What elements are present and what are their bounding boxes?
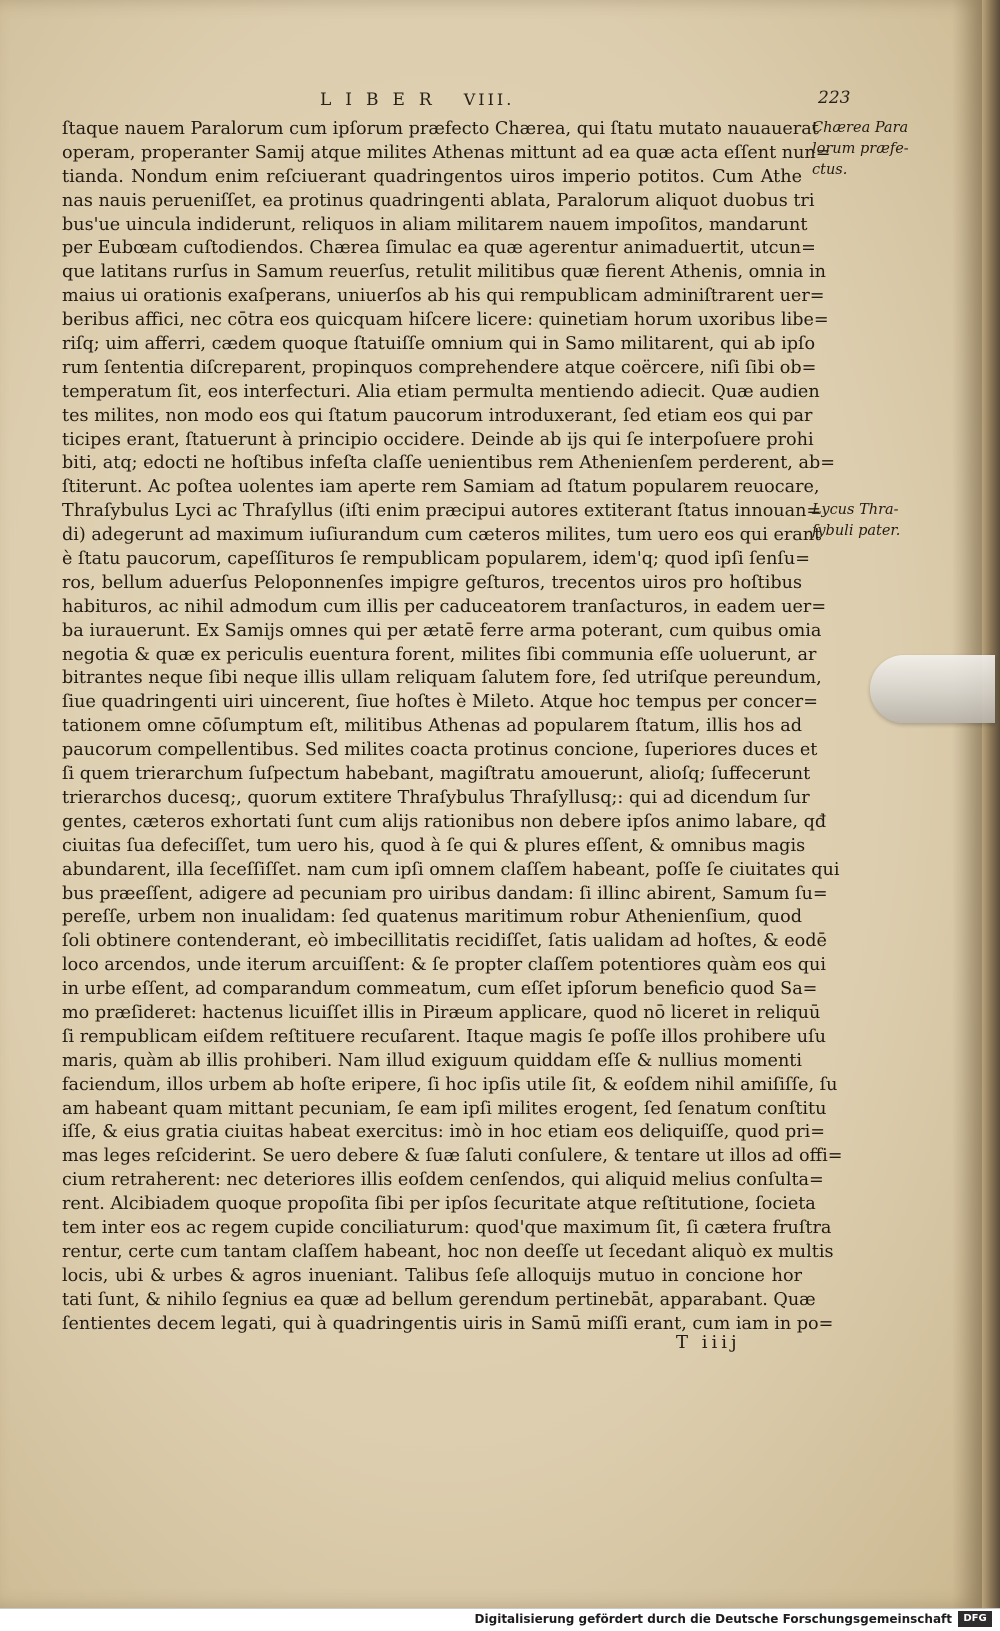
- page-number: 223: [818, 88, 851, 108]
- margin-note-line: ctus.: [812, 162, 848, 178]
- margin-note-chaerea: [812, 118, 907, 181]
- margin-note-line: Lycus Thra-: [812, 502, 899, 518]
- text-line: ticipes erant, ſtatuerunt à principio occidere. Deinde ab ijs qui ſe interpoſuere prohi: [62, 429, 814, 450]
- text-line: paucorum compellentibus. Sed milites coacta protinus concione, ſuperiores duces et: [62, 740, 818, 761]
- text-line: rum ſententia diſcreparent, propinquos comprehendere atque coërcere, niſi ſibi ob=: [62, 357, 817, 378]
- text-line: habituros, ac nihil admodum cum illis per caduceatorem tranſacturos, in eadem uer=: [62, 596, 827, 617]
- text-line: rentur, certe cum tantam claſſem habeant, hoc non deeſſe ut ſecedant aliquò ex multis: [62, 1241, 834, 1262]
- text-line: tem inter eos ac regem cupide conciliaturum: quod'que maximum ſit, ſi cætera fruſtra: [62, 1217, 832, 1238]
- page-clip: [870, 655, 995, 723]
- text-line: negotia & quæ ex periculis euentura forent, milites ſibi communia eſſe uoluerunt, ar: [62, 644, 817, 665]
- text-line: abundarent, illa ſeceſſiſſet. nam cum ipſi omnem claſſem habeant, poſſe ſe ciuitates qui: [62, 859, 840, 880]
- margin-note-lycus: [812, 500, 907, 542]
- text-line: ciuitas ſua defeciſſet, tum uero his, quod à ſe qui & plures eſſent, & omnibus magis: [62, 835, 806, 856]
- text-line: in urbe eſſent, ad comparandum commeatum, cum eſſet ipſorum beneficio quod Sa=: [62, 979, 818, 1000]
- text-line: tes milites, non modo eos qui ſtatum paucorum introduxerant, ſed etiam eos qui par: [62, 405, 813, 426]
- text-line: di) adegerunt ad maximum iuſiurandum cum cæteros milites, tum uero eos qui erant: [62, 525, 822, 546]
- text-line: ba iurauerunt. Ex Samijs omnes qui per ætatē ferre arma poterant, cum quibus omia: [62, 620, 822, 641]
- running-head: [320, 90, 514, 110]
- text-line: rent. Alcibiadem quoque propoſita ſibi per ipſos ſecuritate atque reſtitutione, ſocieta: [62, 1194, 816, 1215]
- margin-note-line: Chærea Para: [812, 120, 909, 136]
- text-line: pereſſe, urbem non inualidam: ſed quatenus maritimum robur Athenienſium, quod: [62, 907, 802, 928]
- text-line: bus præeſſent, adigere ad pecuniam pro uiribus dandam: ſi illinc abirent, Samum ſu=: [62, 883, 828, 904]
- text-line: ſoli obtinere contenderant, eò imbecillitatis recidiſſet, ſatis ualidam ad hoſtes, & eodē: [62, 931, 827, 952]
- text-line: que latitans rurſus in Samum reuerſus, retulit militibus quæ fierent Athenis, omnia in: [62, 262, 826, 283]
- text-line: biti, atq; edocti ne hoſtibus infeſta claſſe uenientibus rem Athenienſem perderent, ab=: [62, 453, 835, 474]
- text-line: loco arcendos, unde iterum arcuiſſent: & ſe propter claſſem potentiores quàm eos qui: [62, 955, 827, 976]
- text-line: cium retraherent: nec deteriores illis eoſdem cenſendos, qui aliquid melius conſulta=: [62, 1170, 824, 1191]
- running-head-chapter: VIII.: [463, 90, 515, 109]
- text-line: ſiue quadringenti uiri uincerent, ſiue hoſtes è Mileto. Atque hoc tempus per concer=: [62, 692, 818, 713]
- text-line: ſentientes decem legati, qui à quadringentis uiris in Samū miſſi erant, cum iam in po=: [62, 1313, 834, 1334]
- text-line: mo præſideret: hactenus licuiſſet illis in Piræum applicare, quod nō liceret in reliquū: [62, 1002, 821, 1023]
- text-line: tianda. Nondum enim reſciuerant quadringentos uiros imperio potitos. Cum Athe: [62, 166, 802, 187]
- text-line: beribus affici, nec cōtra eos quicquam hiſcere licere: quinetiam horum uxoribus libe=: [62, 310, 829, 331]
- margin-note-line: lorum præfe-: [812, 141, 909, 157]
- text-line: è ſtatu paucorum, capeſſituros ſe rempublicam popularem, idem'q; quod ipſi ſenſu=: [62, 549, 811, 570]
- text-line: tationem omne cōſumptum eſt, militibus Athenas ad popularem ſtatum, illis hos ad: [62, 716, 802, 737]
- text-line: ſtiterunt. Ac poſtea uolentes iam aperte rem Samiam ad ſtatum popularem reuocare,: [62, 477, 820, 498]
- text-line: maius ui orationis exaſperans, uniuerſos ab his qui rempublicam adminiſtrarent uer=: [62, 286, 825, 307]
- footer-bar: [0, 1608, 1000, 1631]
- page-edge: [982, 0, 1000, 1608]
- text-line: ros, bellum aduerſus Peloponnenſes impigre geſturos, trecentos uiros pro hoſtibus: [62, 572, 802, 593]
- footer-credit-text: Digitalisierung gefördert durch die Deutsche Forschungsgemeinschaft: [474, 1612, 952, 1626]
- signature-mark: T iiij: [676, 1332, 741, 1353]
- text-line: ſtaque nauem Paralorum cum ipſorum præfecto Chærea, qui ſtatu mutato nauauerat: [62, 119, 819, 139]
- text-line: temperatum ſit, eos interfecturi. Alia etiam permulta mentiendo adiecit. Quæ audien: [62, 381, 820, 402]
- text-line: riſq; uim afferri, cædem quoque ſtatuiſſe omnium qui in Samo militarent, qui ab ipſo: [62, 334, 816, 355]
- text-line: ſi quem trierarchum ſuſpectum habebant, magiſtratu amouerunt, alioſq; ſuffecerunt: [62, 764, 811, 785]
- text-line: locis, ubi & urbes & agros inueniant. Talibus ſeſe alloquijs mutuo in concione hor: [62, 1265, 802, 1286]
- text-line: Thraſybulus Lyci ac Thraſyllus (iſti enim præcipui autores extiterant ſtatus innouan=: [62, 501, 822, 522]
- text-line: bitrantes neque ſibi neque illis ullam reliquam ſalutem fore, ſed utriſque pereundum,: [62, 668, 822, 689]
- text-line: bus'ue uincula indiderunt, reliquos in aliam militarem nauem impoſitos, mandarunt: [62, 214, 808, 235]
- text-line: ſi rempublicam eiſdem reſtituere recuſarent. Itaque magis ſe poſſe illos prohibere uſu: [62, 1026, 826, 1047]
- text-line: iſſe, & eius gratia ciuitas habeat exercitus: imò in hoc etiam eos deliquiſſe, quod pri=: [62, 1122, 826, 1143]
- text-line: mas leges reſciderint. Se uero debere & ſuæ ſaluti conſulere, & tentare ut illos ad offi=: [62, 1146, 843, 1167]
- text-line: operam, properanter Samij atque milites Athenas mittunt ad ea quæ acta eſſent nun=: [62, 142, 831, 163]
- text-line: per Eubœam cuſtodiendos. Chærea ſimulac ea quæ agerentur animaduertit, utcun=: [62, 238, 816, 259]
- text-line: am habeant quam mittant pecuniam, ſe eam ipſi milites erogent, ſed ſenatum conſtitu: [62, 1098, 827, 1119]
- text-line: tati ſunt, & nihilo ſegnius ea quæ ad bellum gerendum pertinebāt, apparabant. Quæ: [62, 1289, 816, 1310]
- text-line: gentes, cæteros exhortati ſunt cum alijs rationibus non debere ipſos animo labare, qđ: [62, 811, 827, 832]
- text-line: trierarchos ducesq;, quorum extitere Thraſybulus Thraſyllusq;: qui ad dicendum ſur: [62, 787, 810, 808]
- page-gutter-shadow: [952, 0, 982, 1608]
- margin-note-line: ſybuli pater.: [812, 523, 901, 539]
- text-line: nas nauis perueniſſet, ea protinus quadringenti ablata, Paralorum aliquot duobus tri: [62, 190, 815, 211]
- text-line: faciendum, illos urbem ab hoſte eripere, ſi hoc ipſis utile ſit, & eoſdem nihil amiſiſſe, ſu: [62, 1074, 838, 1095]
- dfg-logo: DFG: [958, 1611, 992, 1627]
- running-head-book: LIBER: [320, 90, 446, 110]
- text-line: maris, quàm ab illis prohiberi. Nam illud exiguum quiddam eſſe & nullius momenti: [62, 1050, 802, 1071]
